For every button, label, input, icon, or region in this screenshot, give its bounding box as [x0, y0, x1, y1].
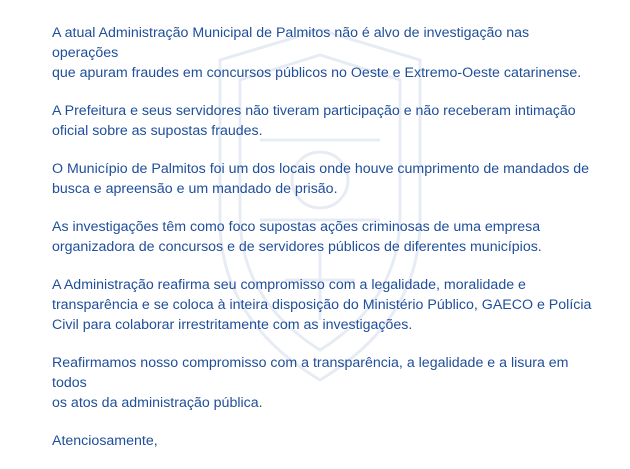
paragraph-3: O Município de Palmitos foi um dos locais onde houve cumprimento de mandados de busca e apreensão e um mandado de prisão.: [52, 161, 590, 197]
paragraph-1: A atual Administração Municipal de Palmitos não é alvo de investigação nas operações que apuram fraudes em concursos públicos no Oeste e Extremo-Oeste catarinense.: [52, 25, 582, 81]
paragraph-6: Reafirmamos nosso compromisso com a transparência, a legalidade e a lisura em todos os atos da administração pública.: [52, 355, 569, 411]
paragraph-4: As investigações têm como foco supostas ações criminosas de uma empresa organizadora de concursos e de servidores públicos de diferentes municípios.: [52, 219, 542, 255]
paragraph-5: A Administração reafirma seu compromisso com a legalidade, moralidade e transparência e se coloca à inteira disposição do Ministério Público, GAECO e Polícia Civil para colaborar irrestritamente com as investigações.: [52, 277, 592, 333]
closing-text: Atenciosamente,: [52, 433, 158, 449]
statement-text: [52, 23, 592, 469]
paragraph-2: A Prefeitura e seus servidores não tiveram participação e não receberam intimação oficial sobre as supostas fraudes.: [52, 103, 576, 139]
